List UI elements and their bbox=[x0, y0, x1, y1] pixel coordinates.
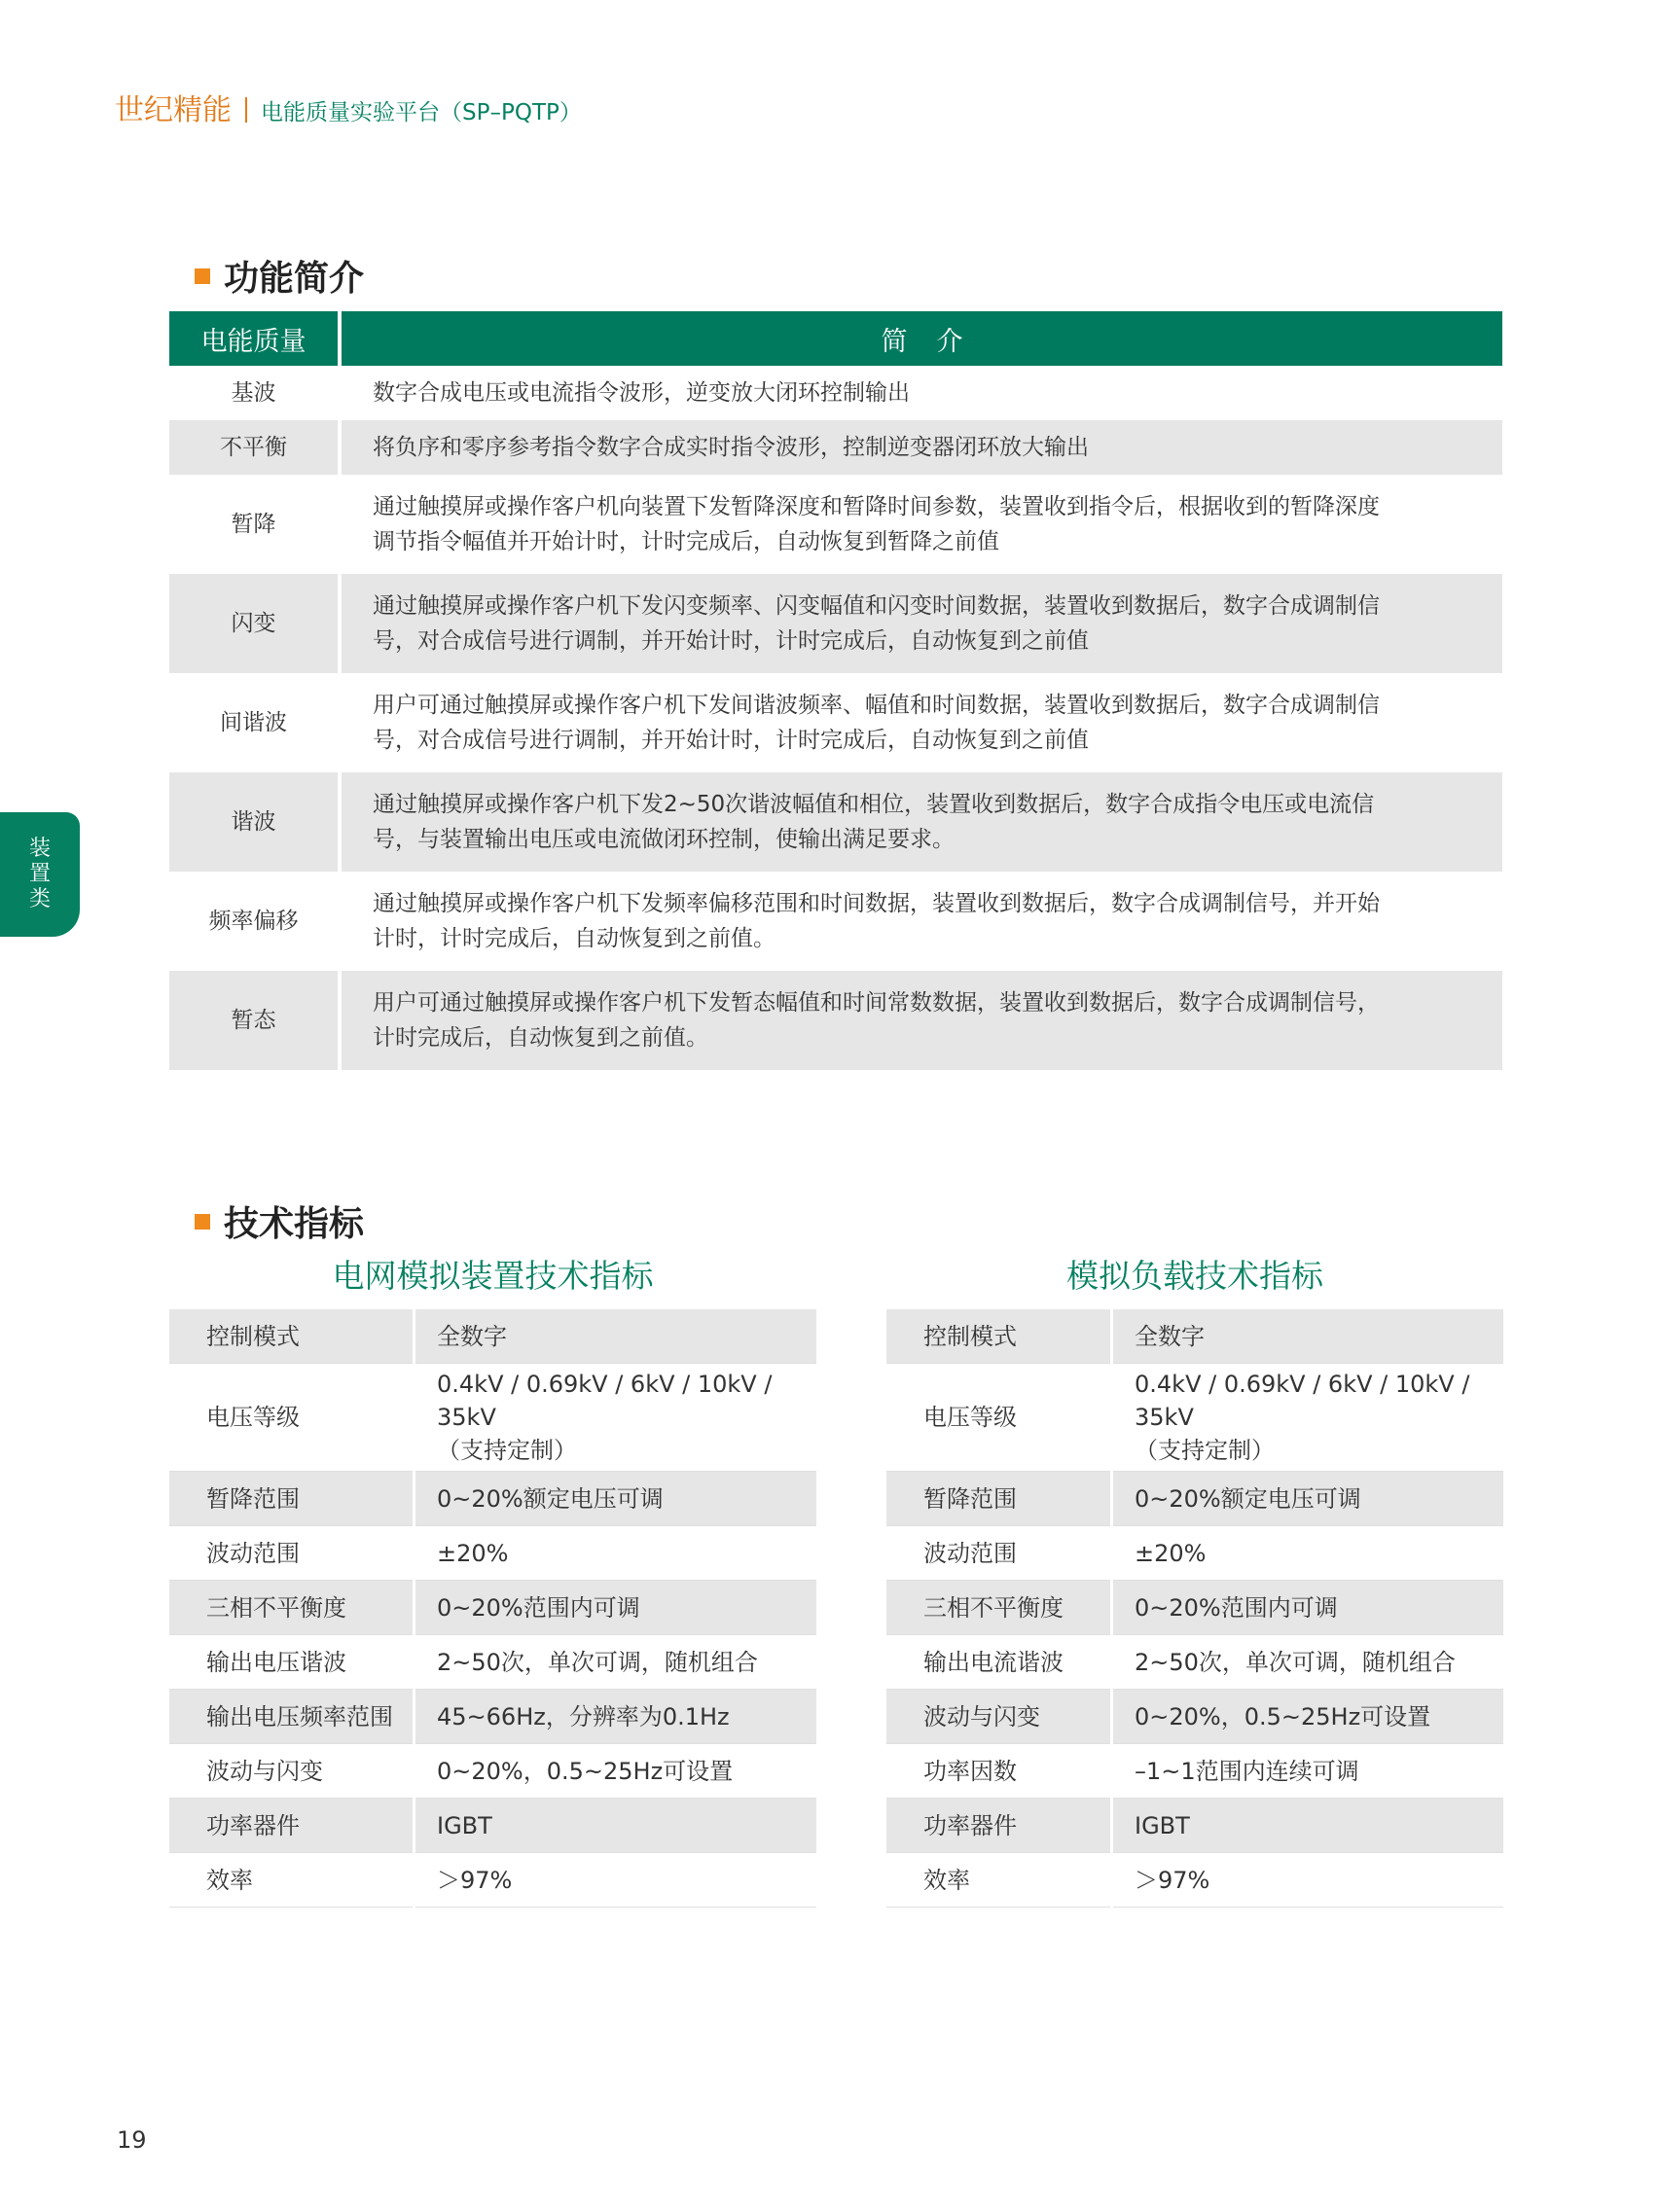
spec-value bbox=[1112, 1635, 1504, 1690]
function-table-row bbox=[169, 475, 1502, 574]
spec-value-line: 0~20%额定电压可调 bbox=[1135, 1484, 1361, 1513]
spec-value-line: ＞97% bbox=[437, 1866, 513, 1894]
spec-value-line: 0~20%，0.5~25Hz可设置 bbox=[1135, 1702, 1431, 1730]
page-header bbox=[115, 86, 582, 128]
spec-key: 三相不平衡度 bbox=[169, 1581, 415, 1635]
spec-row bbox=[169, 1635, 816, 1690]
description-line: 数字合成电压或电流指令波形，逆变放大闭环控制输出 bbox=[373, 380, 910, 406]
spec-row bbox=[169, 1309, 816, 1364]
spec-row bbox=[886, 1581, 1503, 1635]
spec-key: 输出电压谐波 bbox=[169, 1635, 415, 1690]
spec-value bbox=[415, 1364, 817, 1472]
spec-value bbox=[415, 1472, 817, 1526]
function-name: 暂降 bbox=[169, 475, 340, 574]
function-description bbox=[340, 420, 1502, 475]
spec-key: 功率因数 bbox=[886, 1744, 1112, 1799]
function-table-row bbox=[169, 971, 1502, 1070]
spec-value bbox=[415, 1309, 817, 1364]
function-table-row bbox=[169, 420, 1502, 475]
spec-value-line: 0~20%范围内可调 bbox=[437, 1593, 640, 1622]
section-title-intro-text: 功能简介 bbox=[224, 259, 365, 299]
page-number: 19 bbox=[117, 2126, 147, 2154]
function-table-row bbox=[169, 574, 1502, 673]
header-intro: 简介 bbox=[340, 311, 1502, 366]
brand-name: 世纪精能 bbox=[115, 93, 232, 127]
header-divider bbox=[245, 97, 247, 123]
function-description bbox=[340, 574, 1502, 673]
spec-value-line: 0~20%范围内可调 bbox=[1135, 1593, 1338, 1622]
spec-key: 波动与闪变 bbox=[169, 1744, 415, 1799]
spec-value-line: 0.4kV / 0.69kV / 6kV / 10kV / 35kV bbox=[1135, 1371, 1470, 1431]
spec-row bbox=[169, 1744, 816, 1799]
spec-value-line: （支持定制） bbox=[1135, 1437, 1275, 1464]
spec-value bbox=[1112, 1690, 1504, 1744]
spec-key: 波动与闪变 bbox=[886, 1690, 1112, 1744]
function-table-header bbox=[169, 311, 1502, 366]
spec-row bbox=[169, 1581, 816, 1635]
function-name: 暂态 bbox=[169, 971, 340, 1070]
load-spec-title: 模拟负载技术指标 bbox=[1066, 1257, 1323, 1295]
description-line: 计时完成后，自动恢复到之前值。 bbox=[373, 1025, 708, 1051]
spec-value-line: 0.4kV / 0.69kV / 6kV / 10kV / 35kV bbox=[437, 1371, 773, 1431]
spec-row bbox=[886, 1309, 1503, 1364]
spec-value-line: IGBT bbox=[437, 1811, 492, 1839]
spec-row bbox=[169, 1364, 816, 1472]
side-tab-char: 置 bbox=[28, 862, 51, 886]
spec-value-line: –1~1范围内连续可调 bbox=[1135, 1757, 1359, 1785]
function-table-row bbox=[169, 673, 1502, 772]
function-table-row bbox=[169, 366, 1502, 420]
function-description bbox=[340, 772, 1502, 872]
description-line: 将负序和零序参考指令数字合成实时指令波形，控制逆变器闭环放大输出 bbox=[373, 435, 1089, 460]
side-tab-char: 类 bbox=[28, 887, 51, 911]
spec-value-line: ±20% bbox=[1135, 1539, 1207, 1567]
spec-key: 输出电流谐波 bbox=[886, 1635, 1112, 1690]
description-line: 通过触摸屏或操作客户机下发闪变频率、闪变幅值和闪变时间数据，装置收到数据后，数字合成调制信 bbox=[373, 593, 1380, 619]
bullet-square-icon bbox=[195, 268, 210, 284]
spec-value-line: 2~50次，单次可调，随机组合 bbox=[1135, 1648, 1456, 1676]
spec-value bbox=[415, 1744, 817, 1799]
spec-value bbox=[1112, 1744, 1504, 1799]
spec-value bbox=[415, 1581, 817, 1635]
spec-key: 效率 bbox=[169, 1853, 415, 1908]
description-line: 号，对合成信号进行调制，并开始计时，计时完成后，自动恢复到之前值 bbox=[373, 628, 1089, 654]
spec-row bbox=[886, 1635, 1503, 1690]
function-description bbox=[340, 673, 1502, 772]
spec-value bbox=[1112, 1309, 1504, 1364]
spec-value-line: （支持定制） bbox=[437, 1437, 577, 1464]
function-name: 闪变 bbox=[169, 574, 340, 673]
spec-key: 三相不平衡度 bbox=[886, 1581, 1112, 1635]
spec-row bbox=[886, 1853, 1503, 1908]
spec-value-line: 0~20%额定电压可调 bbox=[437, 1484, 664, 1513]
description-line: 号，与装置输出电压或电流做闭环控制，使输出满足要求。 bbox=[373, 827, 955, 852]
spec-value bbox=[1112, 1526, 1504, 1581]
spec-row bbox=[169, 1853, 816, 1908]
spec-key: 暂降范围 bbox=[169, 1472, 415, 1526]
spec-value-line: 2~50次，单次可调，随机组合 bbox=[437, 1648, 758, 1676]
spec-row bbox=[169, 1526, 816, 1581]
spec-row bbox=[886, 1526, 1503, 1581]
spec-value-line: 0~20%，0.5~25Hz可设置 bbox=[437, 1757, 734, 1785]
spec-value bbox=[415, 1635, 817, 1690]
spec-value bbox=[1112, 1581, 1504, 1635]
spec-key: 波动范围 bbox=[886, 1526, 1112, 1581]
description-line: 用户可通过触摸屏或操作客户机下发间谐波频率、幅值和时间数据，装置收到数据后，数字合成调制信 bbox=[373, 693, 1380, 718]
spec-value bbox=[415, 1853, 817, 1908]
function-name: 基波 bbox=[169, 366, 340, 420]
spec-row bbox=[169, 1799, 816, 1853]
function-table-row bbox=[169, 872, 1502, 971]
spec-row bbox=[886, 1690, 1503, 1744]
function-description bbox=[340, 366, 1502, 420]
spec-value-line: 全数字 bbox=[1135, 1322, 1205, 1350]
function-description bbox=[340, 872, 1502, 971]
spec-key: 功率器件 bbox=[886, 1799, 1112, 1853]
section-title-intro bbox=[195, 251, 364, 301]
side-tab bbox=[0, 812, 80, 937]
spec-key: 输出电压频率范围 bbox=[169, 1690, 415, 1744]
spec-row bbox=[886, 1744, 1503, 1799]
spec-row bbox=[886, 1364, 1503, 1472]
spec-key: 电压等级 bbox=[169, 1364, 415, 1472]
function-description bbox=[340, 475, 1502, 574]
spec-value bbox=[1112, 1472, 1504, 1526]
function-name: 不平衡 bbox=[169, 420, 340, 475]
side-tab-char: 装 bbox=[28, 837, 51, 861]
description-line: 通过触摸屏或操作客户机下发频率偏移范围和时间数据，装置收到数据后，数字合成调制信号，并开始 bbox=[373, 891, 1380, 916]
spec-value bbox=[415, 1526, 817, 1581]
spec-key: 控制模式 bbox=[169, 1309, 415, 1364]
spec-key: 功率器件 bbox=[169, 1799, 415, 1853]
section-title-spec bbox=[195, 1196, 364, 1246]
function-name: 频率偏移 bbox=[169, 872, 340, 971]
spec-value-line: 全数字 bbox=[437, 1322, 507, 1350]
description-line: 计时，计时完成后，自动恢复到之前值。 bbox=[373, 926, 775, 951]
description-line: 调节指令幅值并开始计时，计时完成后，自动恢复到暂降之前值 bbox=[373, 529, 999, 554]
header-quality: 电能质量 bbox=[169, 311, 340, 366]
description-line: 用户可通过触摸屏或操作客户机下发暂态幅值和时间常数数据，装置收到数据后，数字合成调制信号， bbox=[373, 990, 1380, 1016]
spec-value bbox=[415, 1690, 817, 1744]
spec-key: 波动范围 bbox=[169, 1526, 415, 1581]
spec-value bbox=[1112, 1853, 1504, 1908]
description-line: 通过触摸屏或操作客户机下发2~50次谐波幅值和相位，装置收到数据后，数字合成指令电压或电流信 bbox=[373, 792, 1375, 817]
grid-spec-title: 电网模拟装置技术指标 bbox=[332, 1257, 654, 1295]
function-table-row bbox=[169, 772, 1502, 872]
spec-value-line: IGBT bbox=[1135, 1811, 1190, 1839]
spec-row bbox=[169, 1472, 816, 1526]
product-name: 电能质量实验平台（SP–PQTP） bbox=[261, 100, 582, 125]
spec-value bbox=[1112, 1364, 1504, 1472]
spec-row bbox=[886, 1472, 1503, 1526]
spec-value-line: ＞97% bbox=[1135, 1866, 1210, 1894]
function-name: 谐波 bbox=[169, 772, 340, 872]
function-description bbox=[340, 971, 1502, 1070]
spec-key: 暂降范围 bbox=[886, 1472, 1112, 1526]
grid-spec-table bbox=[169, 1309, 816, 1908]
spec-value bbox=[1112, 1799, 1504, 1853]
spec-value-line: 45~66Hz，分辨率为0.1Hz bbox=[437, 1702, 730, 1730]
spec-value-line: ±20% bbox=[437, 1539, 509, 1567]
spec-row bbox=[886, 1799, 1503, 1853]
description-line: 号，对合成信号进行调制，并开始计时，计时完成后，自动恢复到之前值 bbox=[373, 728, 1089, 753]
spec-key: 电压等级 bbox=[886, 1364, 1112, 1472]
spec-value bbox=[415, 1799, 817, 1853]
description-line: 通过触摸屏或操作客户机向装置下发暂降深度和暂降时间参数，装置收到指令后，根据收到的暂降深度 bbox=[373, 494, 1380, 519]
section-title-spec-text: 技术指标 bbox=[224, 1204, 365, 1244]
spec-key: 效率 bbox=[886, 1853, 1112, 1908]
load-spec-table bbox=[886, 1309, 1503, 1908]
function-table bbox=[169, 311, 1502, 1070]
spec-key: 控制模式 bbox=[886, 1309, 1112, 1364]
spec-row bbox=[169, 1690, 816, 1744]
function-name: 间谐波 bbox=[169, 673, 340, 772]
bullet-square-icon bbox=[195, 1214, 210, 1230]
